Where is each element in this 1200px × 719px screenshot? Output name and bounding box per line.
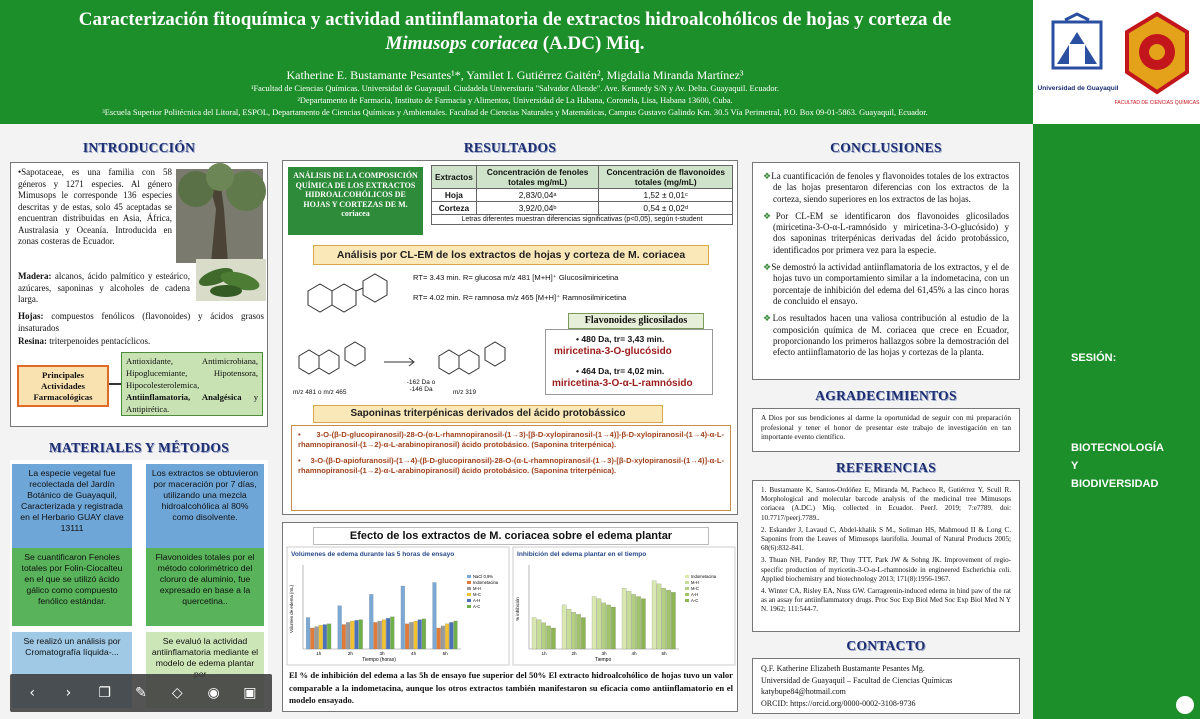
bar — [359, 620, 363, 649]
flav2-name: miricetina-3-O-α-L-ramnósido — [552, 378, 693, 389]
authors: Katherine E. Bustamante Pesantes¹*, Yamilet I. Gutiérrez Gaitén², Migdalia Miranda Martínez³ — [286, 68, 744, 82]
broadcast-icon[interactable]: ◉ — [207, 685, 220, 701]
bar — [390, 617, 394, 649]
bar — [576, 614, 580, 649]
table-note: Letras diferentes muestran diferencias significativas (p<0,05), según t-student — [432, 215, 733, 225]
x-tick-label: 4h — [631, 651, 637, 656]
chart2-title: Inhibición del edema plantar en el tiempo — [517, 551, 647, 558]
bar — [369, 594, 373, 649]
session-label: SESIÓN: — [1071, 352, 1117, 364]
intro-paragraph: •Sapotaceae, es una familia con 58 géneros y 1271 especies. Al género Mimusops le corresponde 136 especies descritas y de estas, solo 45 aceptadas se encuentran distribuidas en Asia, África, Australasia y Oceanía. Introducida en zonas costeras de Ecuador. — [18, 167, 172, 246]
legend-swatch — [467, 581, 471, 584]
legend-label: M-H — [473, 586, 481, 591]
bar — [437, 628, 441, 649]
saponin-2: • 3-O-(β-D-apiofuranosil)-(1→4)-(β-D-glucopiranosil)-28-O-(α-L-rhamnopiranosil-(1→3)-[β-D-xylopiranosil-(1→4)]-α-L-rhamnopiranosil-(1→2)-α-L-arabinopiranosil) ácido protobásico. (Saponina triterpénica). — [298, 456, 724, 475]
pen-icon[interactable]: ✎ — [135, 685, 147, 701]
affiliation-2: ²Departamento de Farmacia, Instituto de Farmacia y Alimentos, Universidad de La Habana, Coronela, Lisa, Habana 13600, Cuba. — [297, 96, 733, 105]
bar — [342, 625, 346, 650]
resina-text: Resina: triterpenoides pentacíclicos. — [18, 336, 151, 346]
chart2-xlabel: Tiempo — [594, 657, 612, 663]
bar — [611, 607, 615, 649]
bar — [418, 620, 422, 649]
tree-photo — [176, 169, 263, 263]
reference-item: 3. Thuan NH, Pandey RP, Thuy TTT, Park JW & Sohng JK. Improvement of regio-specific production of myricetin-3-O-α-L-rhamnoside in engineered Escherichia coli. Applied biochemistry and biotechnology 2013; 171(8):1956-1967. — [761, 556, 1011, 583]
bar — [546, 626, 550, 649]
bar — [414, 621, 418, 649]
reference-item: 4. Winter CA, Risley EA, Nuss GW. Carrageenin-induced edema in hind paw of the rat as an assay for antiinflammatory drugs. Proc Soc Exp Biol Med Soc Exp Biol Med N Y N. 1962; 111:544-7. — [761, 587, 1011, 614]
contact-box — [752, 658, 1020, 714]
x-tick-label: 5h — [442, 651, 448, 656]
bar — [422, 619, 426, 649]
x-tick-label: 2h — [347, 651, 353, 656]
legend-label: M-H — [691, 580, 699, 585]
bar — [666, 590, 670, 649]
bar — [454, 621, 458, 649]
bar — [323, 625, 327, 650]
logos-panel — [1033, 0, 1200, 124]
contact-title: CONTACTO — [846, 638, 926, 653]
bar — [310, 628, 314, 649]
edema-volume-chart — [287, 547, 509, 665]
bar — [355, 620, 359, 649]
legend-swatch — [685, 593, 689, 596]
legend-swatch — [467, 575, 471, 578]
x-tick-label: 5h — [661, 651, 667, 656]
myricetin-structure — [293, 271, 403, 331]
bar — [602, 603, 606, 649]
bar — [641, 599, 645, 649]
legend-swatch — [685, 587, 689, 590]
bar — [449, 622, 453, 649]
conclusion-item: ❖Por CL-EM se identificaron dos flavonoides glicosilados (miricetina-3-O-α-L-ramnósido y miricetina-3-O-glucósido) y dos saponinas triterpénicas derivadas del ácido protobássico, identificados por primera vez para la especie. — [763, 210, 1009, 255]
contact-name: Q.F. Katherine Elizabeth Bustamante Pesantes Mg. — [761, 664, 925, 673]
legend-label: A-H — [473, 598, 481, 603]
chart1-ylabel: Volumen de edema (mL) — [289, 584, 294, 634]
table-header: Concentración de fenoles totales mg/mL) — [476, 166, 599, 189]
mz-before: m/z 481 o m/z 465 — [293, 389, 347, 396]
chevron-right-icon[interactable]: › — [65, 685, 72, 701]
conclusion-item: ❖Se demostró la actividad antiinflamatoria de los extractos, y el de hojas tuvo un comportamiento similar a la indometacina, con un porcentaje de inhibición del edema del 61,45% a las cinco horas de concluido el ensayo. — [763, 262, 1009, 306]
conclusion-item: ❖Los resultados hacen una valiosa contribución al estudio de la composición química de M. coriacea que crece en Ecuador, proporcionando los primeros hallazgos sobre la demostración del efecto antiinflamatorio de las hojas y cortezas de la planta. — [763, 313, 1009, 358]
session-name-1: BIOTECNOLOGÍA — [1071, 442, 1164, 454]
bar — [405, 624, 409, 649]
presenter-icon[interactable]: ▣ — [243, 685, 257, 701]
rt-1: RT= 3.43 min. R= glucosa m/z 481 [M+H]⁺ Glucosilmiricetina — [413, 273, 619, 282]
session-panel — [1033, 124, 1200, 719]
method-phenols: Se cuantificaron Fenoles totales por Folin-Ciocalteu en el que se utilizó ácido gálico como compuesto fenólico estándar. — [12, 548, 132, 626]
ug-caption: Universidad de Guayaquil — [1037, 85, 1119, 92]
bar — [542, 623, 546, 649]
saponin-1: • 3-O-(β-D-glucopiranosil)-28-O-(α-L-rhamnopiranosil-(1→3)-[β-D-xylopiranosil-(1→4)]-β-D-xylopiranosil-(1→4)-α-L-rhamnopiranosil-(1→2)-α-L-arabinopiranosil) ácido protobásico. (Saponina triterpénica). — [298, 430, 724, 449]
table-header: Extractos — [432, 166, 477, 189]
affiliation-1: ¹Facultad de Ciencias Químicas. Universidad de Guayaquil. Ciudadela Universitaria "Salvador Allende". Ave. Kennedy S/N y Av. Delta. Guayaquil. Ecuador. — [250, 84, 780, 93]
copy-icon[interactable]: ❐ — [98, 685, 111, 701]
bar — [445, 624, 449, 649]
bar — [374, 622, 378, 649]
refs-title: REFERENCIAS — [835, 460, 937, 475]
methods-box — [10, 460, 268, 710]
legend-label: Indometacina — [473, 580, 499, 585]
legend-swatch — [685, 581, 689, 584]
edema-title: Efecto de los extractos de M. coriacea sobre el edema plantar — [313, 527, 709, 545]
ack-text: A Dios por sus bendiciones al darme la oportunidad de seguir con mi preparación profesional y tener el honor de presentar este trabajo de investigación en tan importante evento científico. — [752, 408, 1020, 452]
session-name-2: Y — [1071, 460, 1079, 472]
bar — [562, 605, 566, 649]
ack-title: AGRADECIMIENTOS — [815, 388, 957, 403]
rt-2: RT= 4.02 min. R= ramnosa m/z 465 [M+H]⁺ Ramnosilmiricetina — [413, 293, 627, 302]
flavonoids-title: Flavonoides glicosilados — [568, 313, 704, 329]
x-tick-label: 4h — [411, 651, 417, 656]
legend-swatch — [467, 599, 471, 602]
method-flavonoids: Flavonoides totales por el método colorimétrico del cloruro de aluminio, fue expresado en base a la quercetina.. — [146, 548, 264, 626]
edema-inhibition-chart — [513, 547, 735, 665]
chart1-title: Volúmenes de edema durante las 5 horas de ensayo — [291, 551, 455, 558]
legend-label: M-C — [691, 586, 699, 591]
mz-loss: -162 Da o -146 Da — [406, 379, 436, 393]
x-tick-label: 1h — [316, 651, 322, 656]
x-tick-label: 1h — [541, 651, 547, 656]
concentration-table — [431, 165, 733, 225]
conclusion-item: ❖La cuantificación de fenoles y flavonoides totales de los extractos de las hojas presentaron diferencias con los extractos de la corteza, siendo superiores en los extractos de las hojas. — [763, 171, 1009, 204]
x-tick-label: 3h — [601, 651, 607, 656]
legend-label: Indometacina — [691, 574, 717, 579]
flav1-name: miricetina-3-O-glucósido — [554, 346, 672, 357]
method-collection: La especie vegetal fue recolectada del Jardín Botánico de Guayaquil, Caracterizada y registrada en el Herbario GUAY clave 13111 — [12, 464, 132, 548]
bar — [632, 594, 636, 649]
bar — [306, 618, 310, 650]
method-lcms: Se realizó un análisis por Cromatografía líquida-... — [12, 632, 132, 708]
bar — [378, 621, 382, 649]
bar — [315, 627, 319, 649]
bar — [338, 606, 342, 649]
eraser-icon[interactable]: ◇ — [171, 685, 183, 701]
results-box — [282, 160, 738, 515]
contact-email[interactable]: katybupe84@hotmail.com — [761, 687, 846, 696]
university-logo — [1037, 12, 1119, 100]
method-edema: Se evaluó la actividad antiinflamatoria mediante el modelo de edema plantar — [146, 632, 264, 708]
intro-title: INTRODUCCIÓN — [82, 140, 196, 155]
table-row: Hoja 2,83/0,04ᵃ 1,52 ± 0,01ᶜ — [432, 189, 733, 202]
bar — [346, 622, 350, 649]
flav1-info: • 480 Da, tr= 3,43 min. — [576, 334, 665, 344]
bar — [327, 624, 331, 649]
legend-swatch — [467, 593, 471, 596]
methods-title: MATERIALES Y MÉTODOS — [48, 440, 230, 455]
bar — [409, 622, 413, 649]
bar — [382, 620, 386, 649]
legend-swatch — [467, 605, 471, 608]
bar — [551, 628, 555, 649]
saponins-title: Saponinas triterpénicas derivados del ácido protobássico — [313, 405, 663, 423]
x-tick-label: 3h — [379, 651, 385, 656]
bar — [433, 583, 437, 650]
saponins-box — [291, 425, 731, 511]
legend-swatch — [685, 575, 689, 578]
bar — [319, 625, 323, 649]
edema-conclusion: El % de inhibición del edema a las 5h de ensayo fue superior del 50% El extracto hidroalcohólico de hojas tuvo un valor comparable a la indometacina, aunque los otros extractos también manifestaron su eficacia como antiinflamatorio en el modelo ensayado. — [289, 670, 733, 705]
bar — [537, 620, 541, 649]
presentation-toolbar — [10, 674, 272, 712]
results-title: RESULTADOS — [463, 140, 557, 155]
poster-title: Caracterización fitoquímica y actividad antiinflamatoria de extractos hidroalcohólicos de hojas y corteza de Mimusops coriacea (A.DC) Miq. — [78, 9, 952, 54]
contact-orcid[interactable]: ORCID: https://orcid.org/0000-0002-3108-9736 — [761, 698, 916, 708]
bar — [386, 618, 390, 649]
bar — [652, 581, 656, 649]
fcq-caption: FACULTAD DE CIENCIAS QUÍMICAS — [1114, 100, 1200, 106]
bar — [532, 618, 536, 650]
legend-swatch — [685, 599, 689, 602]
leaves-photo — [196, 259, 266, 301]
chart1-xlabel: Tiempo (horas) — [362, 657, 396, 663]
legend-label: A-C — [473, 604, 481, 609]
bar — [671, 592, 675, 649]
chevron-left-icon[interactable]: ‹ — [29, 685, 35, 701]
activities-list: Antioxidante, Antimicrobiana, Hipoglucemiante, Hipotensora, Hipocolesterolemica, Antiinflamatoria, Analgésica y Antipirética. — [121, 352, 263, 416]
legend-label: M-C — [473, 592, 481, 597]
bar — [662, 588, 666, 649]
flav2-info: • 464 Da, tr= 4,02 min. — [576, 366, 665, 376]
activities-arrow — [109, 383, 121, 385]
flavonoids-box — [545, 329, 713, 395]
lcms-title: Análisis por CL-EM de los extractos de hojas y corteza de M. coriacea — [313, 245, 709, 265]
refs-box — [752, 480, 1020, 632]
contact-org: Universidad de Guayaquil – Facultad de Ciencias Químicas — [761, 675, 953, 685]
table-header: Concentración de flavonoides totales (mg/mL) — [599, 166, 733, 189]
table-row: Corteza 3,92/0,04ᵇ 0,54 ± 0,02ᵈ — [432, 202, 733, 215]
bar — [350, 621, 354, 649]
analysis-label: ANÁLISIS DE LA COMPOSICIÓN QUÍMICA DE LOS EXTRACTOS HIDROALCOHÓLICOS DE HOJAS Y CORTEZAS DE M. coriacea — [288, 167, 423, 235]
legend-swatch — [467, 587, 471, 590]
legend-label: A-C — [691, 598, 699, 603]
bar — [636, 597, 640, 650]
faculty-logo — [1114, 12, 1200, 112]
mz-after: m/z 319 — [453, 389, 477, 396]
madera-text: Madera: alcanos, ácido palmítico y esteárico, azúcares, saponinas y alcoholes de cadena larga. — [18, 271, 190, 304]
legend-label: A-H — [691, 592, 699, 597]
chart2-ylabel: % inhibición — [515, 597, 520, 621]
reference-item: 1. Bustamante K, Santos-Ordóñez E, Miranda M, Pacheco R, Gutiérrez Y, Scull R. Morphological and molecular barcode analysis of the medicinal tree Mimusops coriacea (A.DC.) Miq. collected in Ecuador. PeerJ. 2019; 7:e7789. doi: 10.7717/peerj.7789.. — [761, 486, 1011, 522]
method-extraction: Los extractos se obtuvieron por maceración por 7 días, utilizando una mezcla hidroalcohólica al 80% como disolvente. — [146, 464, 264, 548]
activities-label: Principales Actividades Farmacológicas — [17, 365, 109, 407]
x-tick-label: 2h — [571, 651, 577, 656]
bar — [606, 605, 610, 649]
affiliation-3: ³Escuela Superior Politécnica del Litoral, ESPOL, Departamento de Ciencias Químicas y Ambientales. Facultad de Ciencias Naturales y Matemáticas, Campus Gustavo Galindo Km. 30.5 Vía Perimetral, P.O. Box 09-01-5863. Guayaquil, Ecuador. — [102, 108, 928, 117]
bar — [592, 597, 596, 650]
bar — [581, 618, 585, 650]
legend-label: NaCl 0,9% — [473, 574, 494, 579]
bar — [567, 609, 571, 649]
bar — [627, 591, 631, 649]
bar — [657, 584, 661, 649]
edema-box — [282, 522, 738, 712]
bar — [622, 588, 626, 649]
bar — [401, 586, 405, 649]
poster-header — [0, 0, 1033, 124]
bar — [597, 599, 601, 649]
bar — [572, 612, 576, 649]
reference-item: 2. Eskander J, Lavaud C, Abdel-khalik S M., Soliman HS, Mahmoud II & Long C. Saponins from the Leaves of Mimusops laurifolia. Journal of Natural Products 2005; 68(6):832-841. — [761, 525, 1011, 553]
session-name-3: BIODIVERSIDAD — [1071, 478, 1159, 490]
hojas-text: Hojas: compuestos fenólicos (flavonoides) y ácidos grasos insaturados — [18, 311, 264, 333]
conclusions-title: CONCLUSIONES — [830, 140, 942, 155]
corner-dot — [1176, 696, 1194, 714]
conclusions-box — [752, 162, 1020, 380]
intro-box — [10, 162, 268, 427]
bar — [441, 626, 445, 649]
